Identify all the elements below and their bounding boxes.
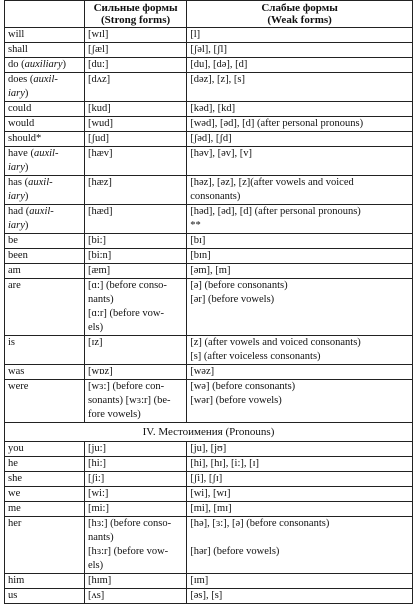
weak-form-line: [həv], [əv], [v] bbox=[190, 148, 253, 159]
table-header-row bbox=[5, 1, 413, 28]
strong-form-line: [hi:] bbox=[87, 458, 107, 469]
word-line: will bbox=[8, 29, 25, 40]
strong-form-cell bbox=[84, 264, 186, 279]
table-row bbox=[5, 28, 413, 43]
table-row bbox=[5, 234, 413, 249]
weak-forms-header bbox=[187, 1, 413, 28]
word-line: had (auxil- bbox=[8, 206, 54, 217]
strong-form-line: [hɪm] bbox=[87, 575, 112, 586]
weak-form-line: [mi], [mɪ] bbox=[190, 503, 232, 514]
weak-form-line: [ʃi], [ʃɪ] bbox=[190, 473, 223, 484]
weak-form-line: [z] (after vowels and voiced consonants) bbox=[190, 337, 361, 348]
weak-form-line: [wər] (before vowels) bbox=[190, 395, 282, 406]
strong-form-line: [hæv] bbox=[87, 148, 113, 159]
weak-form-line: [həz], [əz], [z](after vowels and voiced bbox=[190, 177, 354, 188]
table-row bbox=[5, 102, 413, 117]
strong-form-cell bbox=[84, 73, 186, 102]
word-cell bbox=[5, 457, 85, 472]
word-cell bbox=[5, 279, 85, 336]
weak-form-cell bbox=[187, 574, 413, 589]
table-row bbox=[5, 58, 413, 73]
weak-form-line: [ju], [jʊ] bbox=[190, 443, 227, 454]
strong-form-line: nants) bbox=[87, 294, 114, 305]
strong-form-cell bbox=[84, 502, 186, 517]
strong-form-cell bbox=[84, 457, 186, 472]
word-line: her bbox=[8, 518, 22, 529]
word-cell bbox=[5, 487, 85, 502]
weak-form-cell bbox=[187, 43, 413, 58]
word-cell bbox=[5, 365, 85, 380]
weak-form-line: [wə] (before consonants) bbox=[190, 381, 296, 392]
word-line: am bbox=[8, 265, 21, 276]
weak-form-cell bbox=[187, 336, 413, 365]
weak-form-line: [əs], [s] bbox=[190, 590, 223, 601]
strong-form-line: nants) bbox=[87, 532, 114, 543]
table-row bbox=[5, 517, 413, 574]
weak-forms-ru: Слабые формы bbox=[261, 2, 338, 14]
weak-form-cell bbox=[187, 73, 413, 102]
strong-form-cell bbox=[84, 117, 186, 132]
table-row bbox=[5, 176, 413, 205]
table-row bbox=[5, 487, 413, 502]
strong-forms-header bbox=[84, 1, 186, 28]
weak-form-line: [həd], [əd], [d] (after personal pronouns) bbox=[190, 206, 361, 217]
strong-form-line: [ʃi:] bbox=[87, 473, 105, 484]
strong-form-line: [ʃud] bbox=[87, 133, 109, 144]
strong-form-line: els) bbox=[87, 322, 104, 333]
word-line: have (auxil- bbox=[8, 148, 59, 159]
word-cell bbox=[5, 234, 85, 249]
strong-form-cell bbox=[84, 102, 186, 117]
strong-form-cell bbox=[84, 517, 186, 574]
weak-form-line: [bɪ] bbox=[190, 235, 206, 246]
word-line: would bbox=[8, 118, 35, 129]
weak-form-cell bbox=[187, 176, 413, 205]
word-cell bbox=[5, 132, 85, 147]
word-line: me bbox=[8, 503, 21, 514]
weak-form-cell bbox=[187, 205, 413, 234]
strong-form-line: [wi:] bbox=[87, 488, 109, 499]
weak-form-cell bbox=[187, 442, 413, 457]
weak-form-line: [du], [də], [d] bbox=[190, 59, 248, 70]
weak-form-cell bbox=[187, 117, 413, 132]
word-line: do (auxiliary) bbox=[8, 59, 67, 70]
word-cell bbox=[5, 442, 85, 457]
weak-form-line: [ʃəd], [ʃd] bbox=[190, 133, 232, 144]
weak-form-cell bbox=[187, 502, 413, 517]
strong-form-line: [kud] bbox=[87, 103, 111, 114]
weak-form-line: [kəd], [kd] bbox=[190, 103, 236, 114]
strong-form-line: [hɜ:] (before conso- bbox=[87, 518, 172, 529]
strong-form-cell bbox=[84, 574, 186, 589]
strong-form-cell bbox=[84, 249, 186, 264]
strong-form-cell bbox=[84, 176, 186, 205]
weak-form-cell bbox=[187, 58, 413, 73]
strong-form-line: [du:] bbox=[87, 59, 109, 70]
pronouns-section bbox=[5, 442, 413, 604]
strong-form-line: [hæd] bbox=[87, 206, 113, 217]
weak-form-cell bbox=[187, 589, 413, 604]
strong-form-cell bbox=[84, 234, 186, 249]
word-line: us bbox=[8, 590, 18, 601]
table-row bbox=[5, 589, 413, 604]
strong-form-cell bbox=[84, 442, 186, 457]
word-cell bbox=[5, 472, 85, 487]
forms-table bbox=[4, 0, 413, 604]
word-cell bbox=[5, 117, 85, 132]
weak-form-line bbox=[190, 531, 409, 545]
weak-form-line: [hər] (before vowels) bbox=[190, 546, 280, 557]
strong-form-cell bbox=[84, 205, 186, 234]
table-row bbox=[5, 73, 413, 102]
weak-form-cell bbox=[187, 234, 413, 249]
verbs-section bbox=[5, 28, 413, 423]
strong-form-line: [wɒz] bbox=[87, 366, 113, 377]
section-title-row bbox=[5, 423, 413, 442]
word-cell bbox=[5, 380, 85, 423]
word-cell bbox=[5, 28, 85, 43]
strong-form-line: [mi:] bbox=[87, 503, 109, 514]
table-row bbox=[5, 205, 413, 234]
strong-form-line: els) bbox=[87, 560, 104, 571]
strong-form-cell bbox=[84, 336, 186, 365]
word-line: she bbox=[8, 473, 22, 484]
word-cell bbox=[5, 43, 85, 58]
weak-form-line: [əm], [m] bbox=[190, 265, 231, 276]
strong-form-cell bbox=[84, 58, 186, 73]
table-row bbox=[5, 249, 413, 264]
table-row bbox=[5, 574, 413, 589]
weak-form-line: [dəz], [z], [s] bbox=[190, 74, 246, 85]
word-line: iary) bbox=[8, 220, 29, 231]
strong-form-line: [ɑ:r] (before vow- bbox=[87, 308, 165, 319]
strong-form-cell bbox=[84, 132, 186, 147]
weak-form-line: [l] bbox=[190, 29, 201, 40]
strong-form-line: [hæz] bbox=[87, 177, 112, 188]
strong-form-cell bbox=[84, 365, 186, 380]
strong-form-cell bbox=[84, 43, 186, 58]
weak-form-cell bbox=[187, 28, 413, 43]
strong-form-line: [æm] bbox=[87, 265, 111, 276]
strong-form-line: [hɜ:r] (before vow- bbox=[87, 546, 169, 557]
word-line: him bbox=[8, 575, 25, 586]
strong-form-line: [ʃæl] bbox=[87, 44, 109, 55]
weak-form-cell bbox=[187, 457, 413, 472]
weak-form-cell bbox=[187, 249, 413, 264]
table-row bbox=[5, 365, 413, 380]
weak-form-line: ** bbox=[190, 220, 201, 231]
word-cell bbox=[5, 249, 85, 264]
table-row bbox=[5, 117, 413, 132]
word-line: we bbox=[8, 488, 21, 499]
weak-form-line: [hi], [hɪ], [i:], [ɪ] bbox=[190, 458, 260, 469]
word-cell bbox=[5, 176, 85, 205]
word-line: iary) bbox=[8, 162, 29, 173]
pronouns-section-title-body bbox=[5, 423, 413, 442]
weak-form-line: consonants) bbox=[190, 191, 241, 202]
table-row bbox=[5, 380, 413, 423]
weak-form-cell bbox=[187, 380, 413, 423]
strong-form-line: [ɪz] bbox=[87, 337, 103, 348]
strong-form-cell bbox=[84, 28, 186, 43]
weak-form-line: [ər] (before vowels) bbox=[190, 294, 275, 305]
weak-form-cell bbox=[187, 279, 413, 336]
strong-form-line: [ju:] bbox=[87, 443, 107, 454]
word-line: iary) bbox=[8, 191, 29, 202]
weak-form-line: [bɪn] bbox=[190, 250, 211, 261]
strong-form-line: [dʌz] bbox=[87, 74, 111, 85]
table-row bbox=[5, 264, 413, 279]
word-line: should* bbox=[8, 133, 42, 144]
strong-form-line: [bi:n] bbox=[87, 250, 112, 261]
table-row bbox=[5, 502, 413, 517]
weak-form-line: [ə] (before consonants) bbox=[190, 280, 288, 291]
table-row bbox=[5, 457, 413, 472]
weak-form-line: [wəd], [əd], [d] (after personal pronouns) bbox=[190, 118, 364, 129]
table-row bbox=[5, 147, 413, 176]
weak-form-cell bbox=[187, 365, 413, 380]
strong-form-line: fore vowels) bbox=[87, 409, 141, 420]
word-line: could bbox=[8, 103, 32, 114]
strong-form-line: [wud] bbox=[87, 118, 114, 129]
word-cell bbox=[5, 264, 85, 279]
word-line: are bbox=[8, 280, 21, 291]
strong-form-line: [ʌs] bbox=[87, 590, 105, 601]
word-line: iary) bbox=[8, 88, 29, 99]
weak-form-line: [wi], [wɪ] bbox=[190, 488, 231, 499]
word-cell bbox=[5, 58, 85, 73]
weak-form-line: [ʃəl], [ʃl] bbox=[190, 44, 227, 55]
word-cell bbox=[5, 502, 85, 517]
strong-form-line: [ɑ:] (before conso- bbox=[87, 280, 167, 291]
weak-form-cell bbox=[187, 472, 413, 487]
weak-form-cell bbox=[187, 132, 413, 147]
weak-form-line: [ɪm] bbox=[190, 575, 209, 586]
word-cell bbox=[5, 589, 85, 604]
word-line: were bbox=[8, 381, 29, 392]
word-cell bbox=[5, 205, 85, 234]
strong-form-cell bbox=[84, 487, 186, 502]
word-line: is bbox=[8, 337, 16, 348]
word-column-header bbox=[5, 1, 85, 28]
table-row bbox=[5, 472, 413, 487]
word-line: he bbox=[8, 458, 18, 469]
strong-forms-en: (Strong forms) bbox=[101, 14, 171, 26]
weak-form-line: [s] (after voiceless consonants) bbox=[190, 351, 321, 362]
word-cell bbox=[5, 336, 85, 365]
table-row bbox=[5, 336, 413, 365]
weak-form-line: [hə], [ɜ:], [ə] (before consonants) bbox=[190, 518, 330, 529]
strong-forms-ru: Сильные формы bbox=[93, 2, 178, 14]
word-cell bbox=[5, 574, 85, 589]
word-line: does (auxil- bbox=[8, 74, 58, 85]
word-cell bbox=[5, 517, 85, 574]
strong-form-cell bbox=[84, 279, 186, 336]
word-cell bbox=[5, 73, 85, 102]
table-row bbox=[5, 279, 413, 336]
word-line: you bbox=[8, 443, 24, 454]
word-line: been bbox=[8, 250, 28, 261]
strong-form-cell bbox=[84, 380, 186, 423]
weak-form-cell bbox=[187, 517, 413, 574]
weak-form-cell bbox=[187, 487, 413, 502]
word-cell bbox=[5, 147, 85, 176]
strong-form-line: [wɜ:] (before con- bbox=[87, 381, 165, 392]
weak-form-cell bbox=[187, 264, 413, 279]
word-line: be bbox=[8, 235, 18, 246]
word-line: shall bbox=[8, 44, 28, 55]
strong-form-cell bbox=[84, 589, 186, 604]
weak-forms-en: (Weak forms) bbox=[267, 14, 332, 26]
word-line: was bbox=[8, 366, 25, 377]
strong-form-cell bbox=[84, 147, 186, 176]
strong-form-line: [wɪl] bbox=[87, 29, 109, 40]
strong-form-cell bbox=[84, 472, 186, 487]
weak-form-cell bbox=[187, 147, 413, 176]
table-row bbox=[5, 43, 413, 58]
section-title: IV. Местоимения (Pronouns) bbox=[5, 423, 413, 442]
word-line: has (auxil- bbox=[8, 177, 53, 188]
word-cell bbox=[5, 102, 85, 117]
weak-form-line: [wəz] bbox=[190, 366, 215, 377]
table-row bbox=[5, 442, 413, 457]
strong-form-line: sonants) [wɜ:r] (be- bbox=[87, 395, 171, 406]
weak-form-cell bbox=[187, 102, 413, 117]
table-row bbox=[5, 132, 413, 147]
strong-form-line: [bi:] bbox=[87, 235, 107, 246]
